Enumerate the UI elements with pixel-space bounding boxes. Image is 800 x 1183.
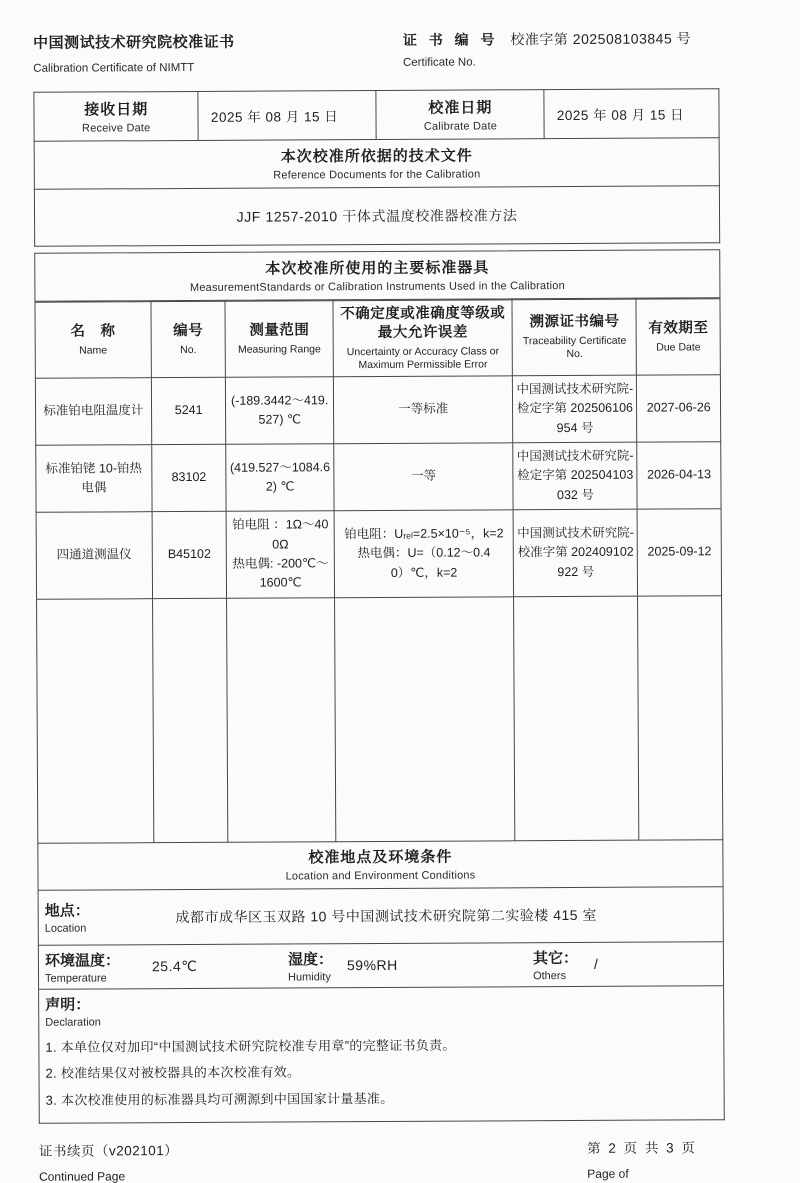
certificate-number-value: 校准字第 202508103845 号 xyxy=(510,30,692,48)
col-header-no xyxy=(151,301,226,377)
col-header-name xyxy=(35,302,151,379)
declaration-item: 3. 本次校准使用的标准器具均可溯源到中国国家计量基准。 xyxy=(45,1090,394,1108)
certificate-number-label-cn: 证 书 编 号 xyxy=(402,31,499,48)
col-range-cn: 测量范围 xyxy=(249,322,310,339)
footer-page-en: Page of xyxy=(587,1166,629,1181)
document-footer xyxy=(39,1136,725,1183)
temperature-label-block xyxy=(39,945,120,988)
location-label-en: Location xyxy=(44,922,87,935)
instrument-name: 标准铂铑 10-铂热电偶 xyxy=(36,445,152,513)
col-header-traceability xyxy=(512,299,636,376)
humidity-label-en: Humidity xyxy=(288,970,331,984)
dates-table xyxy=(33,88,719,142)
standards-title-en: MeasurementStandards or Calibration Instruments Used in the Calibration xyxy=(189,280,565,294)
instrument-traceability: 中国测试技术研究院-检定字第 202504103032 号 xyxy=(513,442,637,510)
col-no-cn: 编号 xyxy=(173,322,204,340)
certificate-number-label-en: Certificate No. xyxy=(402,56,476,69)
table-row xyxy=(36,442,721,513)
declaration-title-en: Declaration xyxy=(45,1016,101,1029)
instrument-traceability: 中国测试技术研究院-检定字第 202506106954 号 xyxy=(513,375,637,443)
col-uncertainty-en: Uncertainty or Accuracy Class or Maximum Permissible Error xyxy=(346,345,500,371)
location-value: 成都市成华区玉双路 10 号中国测试技术研究院第二实验楼 415 室 xyxy=(175,906,597,925)
location-row xyxy=(39,887,723,946)
institute-title-block xyxy=(33,31,235,75)
col-name-cn: 名 称 xyxy=(70,323,116,340)
footer-continued-cn: 证书续页（v202101） xyxy=(38,1142,179,1159)
declaration-title-cn: 声明： xyxy=(45,996,91,1014)
temperature-label-cn: 环境温度： xyxy=(44,952,120,970)
instrument-uncertainty: 一等 xyxy=(334,443,514,511)
receive-date-label-cn: 接收日期 xyxy=(84,101,149,119)
footer-continued-page xyxy=(39,1139,179,1183)
receive-date-value: 2025 年 08 月 15 日 xyxy=(198,91,376,141)
environment-title-en: Location and Environment Conditions xyxy=(285,869,476,883)
instrument-range: 铂电阻 ：1Ω～400Ω 热电偶: -200℃～1600℃ xyxy=(226,511,334,598)
instrument-uncertainty: 铂电阻：Uᵣₑₗ=2.5×10⁻⁵，k=2 热电偶：U=（0.12～0.40）℃，k=2 xyxy=(334,510,514,597)
standards-table xyxy=(34,298,723,843)
location-label-cn: 地点： xyxy=(44,902,90,920)
instrument-uncertainty: 一等标准 xyxy=(333,376,513,444)
col-header-range xyxy=(225,301,333,377)
instrument-due-date: 2026-04-13 xyxy=(637,442,721,510)
declaration-item: 1. 本单位仅对加印“中国测试技术研究院校准专用章”的完整证书负责。 xyxy=(45,1037,456,1055)
footer-continued-en: Continued Page xyxy=(39,1168,126,1183)
standards-header-row xyxy=(35,299,720,379)
instrument-no: B45102 xyxy=(152,511,227,598)
table-row-empty xyxy=(37,595,723,843)
temperature-value: 25.4℃ xyxy=(151,957,198,974)
instrument-no: 5241 xyxy=(151,377,226,445)
institute-title-en: Calibration Certificate of NIMTT xyxy=(33,61,195,75)
environment-title-cn: 校准地点及环境条件 xyxy=(308,848,453,867)
reference-section-header xyxy=(34,138,720,190)
receive-date-label-en: Receive Date xyxy=(82,122,151,135)
institute-title-cn: 中国测试技术研究院校准证书 xyxy=(33,33,235,52)
col-no-en: No. xyxy=(180,343,197,356)
others-label-en: Others xyxy=(533,969,567,982)
calibrate-date-value: 2025 年 08 月 15 日 xyxy=(544,89,719,139)
col-header-due xyxy=(636,299,720,375)
certificate-number-block xyxy=(403,28,719,69)
col-range-en: Measuring Range xyxy=(237,343,321,356)
humidity-label-block xyxy=(282,944,333,987)
location-label-block xyxy=(39,896,90,939)
temperature-label-en: Temperature xyxy=(44,972,107,985)
certificate-number-line xyxy=(403,28,691,50)
environment-section xyxy=(37,840,724,1124)
footer-page-cn: 第 2 页 共 3 页 xyxy=(587,1139,697,1156)
instrument-due-date: 2027-06-26 xyxy=(637,375,721,443)
col-header-uncertainty xyxy=(333,300,513,377)
document-header xyxy=(33,28,719,84)
calibrate-date-label-cn: 校准日期 xyxy=(428,99,493,117)
declaration-section xyxy=(39,986,724,1123)
reference-title-en: Reference Documents for the Calibration xyxy=(273,168,481,182)
standards-title-cn: 本次校准所使用的主要标准器具 xyxy=(265,259,490,278)
humidity-label-cn: 湿度： xyxy=(287,950,334,969)
declaration-items xyxy=(45,1031,717,1114)
conditions-row xyxy=(39,942,723,990)
others-label-block xyxy=(527,943,578,986)
instrument-range: (-189.3442～419.527) ℃ xyxy=(226,377,334,445)
instrument-range: (419.527～1084.62) ℃ xyxy=(226,444,334,512)
calibrate-date-label-cell xyxy=(376,90,544,140)
receive-date-label-cell xyxy=(34,91,199,141)
instrument-due-date: 2025-09-12 xyxy=(637,509,721,596)
table-row xyxy=(36,509,721,599)
declaration-item: 2. 校准结果仅对被校器具的本次校准有效。 xyxy=(45,1064,301,1082)
others-label-cn: 其它： xyxy=(532,949,579,967)
col-due-en: Due Date xyxy=(656,341,701,354)
environment-section-header xyxy=(38,840,722,891)
reference-document-text: JJF 1257-2010 干体式温度校准器校准方法 xyxy=(34,186,720,247)
reference-title-cn: 本次校准所依据的技术文件 xyxy=(280,147,473,166)
instrument-no: 83102 xyxy=(151,444,226,512)
humidity-value: 59%RH xyxy=(346,957,398,974)
instrument-traceability: 中国测试技术研究院-校准字第 202409102922 号 xyxy=(513,509,637,596)
calibration-certificate-page xyxy=(33,0,725,1183)
col-traceability-en: Traceability Certificate No. xyxy=(522,334,627,361)
footer-page-number xyxy=(587,1136,725,1181)
col-due-cn: 有效期至 xyxy=(648,320,709,337)
others-value: / xyxy=(593,956,599,973)
col-name-en: Name xyxy=(79,344,108,357)
calibrate-date-label-en: Calibrate Date xyxy=(423,120,498,133)
col-traceability-cn: 溯源证书编号 xyxy=(529,314,620,331)
table-row xyxy=(35,375,720,446)
standards-section-header xyxy=(34,249,720,302)
col-uncertainty-cn: 不确定度或准确度等级或最大允许误差 xyxy=(340,305,506,341)
instrument-name: 四通道测温仪 xyxy=(36,512,152,599)
dates-row xyxy=(34,89,719,142)
instrument-name: 标准铂电阻温度计 xyxy=(35,378,151,446)
